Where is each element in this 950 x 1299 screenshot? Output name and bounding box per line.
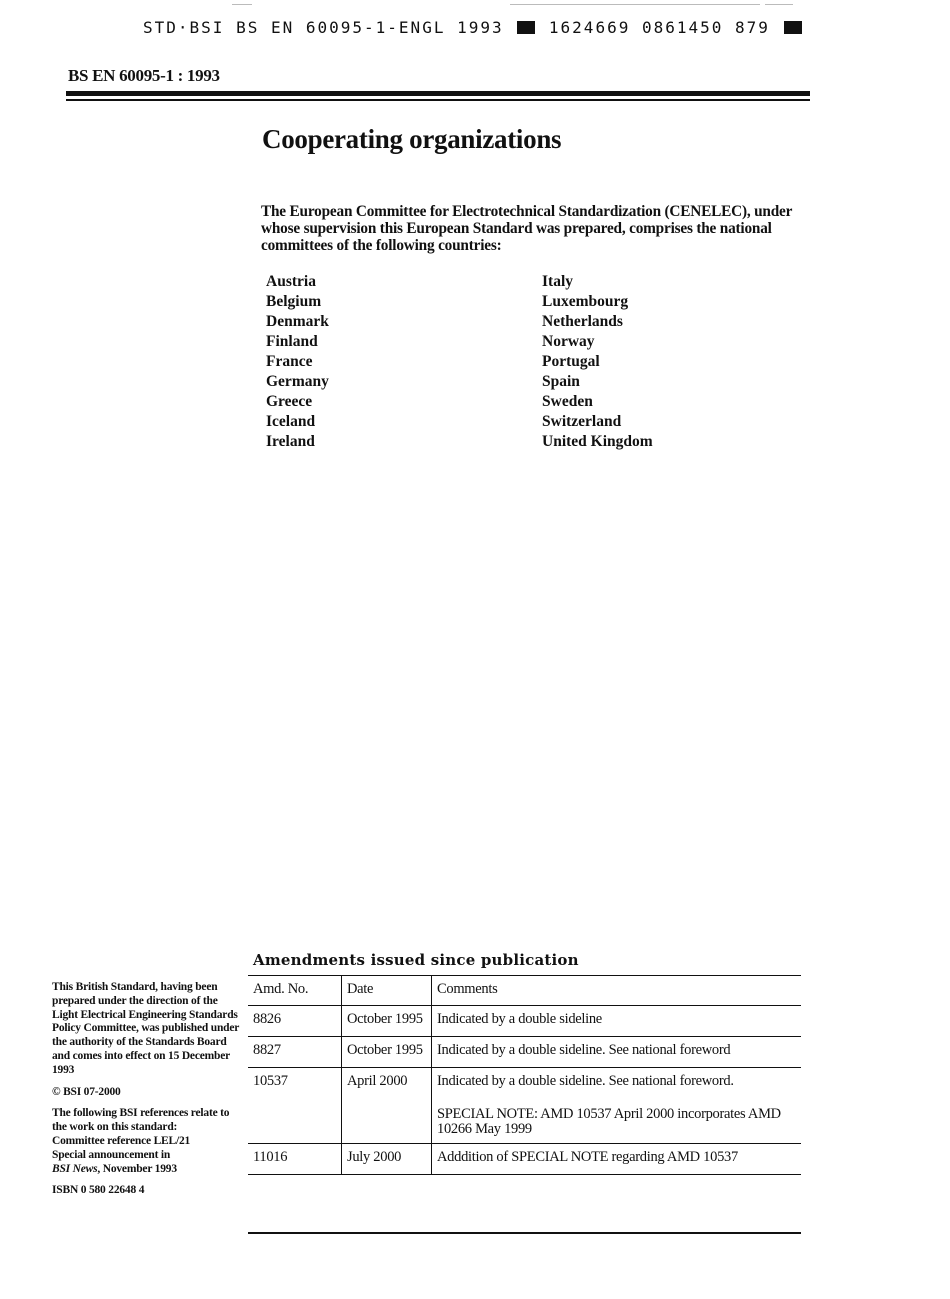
table-row bbox=[248, 1144, 801, 1175]
special-announcement: Special announcement in BSI News, November 1993 bbox=[52, 1148, 177, 1175]
country-item: Belgium bbox=[266, 293, 322, 310]
country-item: United Kingdom bbox=[542, 433, 653, 450]
country-item: Luxembourg bbox=[542, 293, 629, 310]
document-reference: BS EN 60095-1 : 1993 bbox=[68, 66, 220, 85]
redaction-block bbox=[517, 21, 535, 34]
special-note: SPECIAL NOTE: AMD 10537 April 2000 incorporates AMD 10266 May 1999 bbox=[437, 1106, 781, 1137]
country-item: Portugal bbox=[542, 353, 600, 370]
country-item: Sweden bbox=[542, 393, 593, 410]
scan-header bbox=[143, 18, 804, 37]
amendments-title: Amendments issued since publication bbox=[253, 951, 579, 969]
amd-number: 8827 bbox=[253, 1042, 281, 1058]
bsi-references-intro: The following BSI references relate to the work on this standard: bbox=[52, 1107, 230, 1134]
header-rule-thin bbox=[66, 99, 810, 101]
isbn: ISBN 0 580 22648 4 bbox=[52, 1184, 145, 1197]
country-item: Spain bbox=[542, 373, 580, 390]
amd-date: July 2000 bbox=[342, 1144, 432, 1175]
country-item: Denmark bbox=[266, 313, 329, 330]
scan-artifact-line bbox=[765, 4, 793, 5]
amd-comment: Indicated by a double sideline. See national foreword bbox=[432, 1037, 802, 1068]
amd-date: October 1995 bbox=[342, 1006, 432, 1037]
amd-number: 10537 bbox=[253, 1073, 288, 1089]
scan-artifact-line bbox=[510, 4, 760, 5]
column-header: Comments bbox=[432, 976, 802, 1006]
country-item: Greece bbox=[266, 393, 313, 410]
committee-reference: Committee reference LEL/21 bbox=[52, 1134, 191, 1147]
country-item: Ireland bbox=[266, 433, 315, 450]
country-item: Italy bbox=[542, 273, 573, 290]
amd-date: October 1995 bbox=[342, 1037, 432, 1068]
table-header-row bbox=[248, 976, 801, 1006]
footer-rule bbox=[248, 1232, 801, 1234]
country-item: Finland bbox=[266, 333, 318, 350]
column-header: Amd. No. bbox=[253, 981, 309, 997]
country-item: France bbox=[266, 353, 313, 370]
amd-number: 11016 bbox=[253, 1149, 288, 1165]
column-header: Date bbox=[342, 976, 432, 1006]
amd-date: April 2000 bbox=[342, 1068, 432, 1144]
publication-info bbox=[52, 981, 242, 1198]
table-row bbox=[248, 1006, 801, 1037]
page-title: Cooperating organizations bbox=[262, 124, 562, 154]
country-item: Austria bbox=[266, 273, 316, 290]
publication-statement: This British Standard, having been prepared under the direction of the Light Electrical Engineering Standards Policy Committee, was published under the authority of the Standards Board and comes into effect on 15 December 1993 bbox=[52, 981, 239, 1076]
intro-paragraph: The European Committee for Electrotechnical Standardization (CENELEC), under whose supervision this European Standard was prepared, comprises the national committees of the following countries: bbox=[261, 203, 792, 254]
country-list-left bbox=[266, 272, 329, 452]
country-item: Netherlands bbox=[542, 313, 623, 330]
table-row bbox=[248, 1037, 801, 1068]
country-item: Iceland bbox=[266, 413, 316, 430]
amd-number: 8826 bbox=[253, 1011, 281, 1027]
country-item: Germany bbox=[266, 373, 329, 390]
copyright-notice: © BSI 07-2000 bbox=[52, 1085, 121, 1098]
amd-comment: Indicated by a double sideline. See national foreword. bbox=[437, 1073, 734, 1089]
redaction-block bbox=[784, 21, 802, 34]
amendments-table bbox=[248, 975, 801, 1175]
amd-comment: Adddition of SPECIAL NOTE regarding AMD 10537 bbox=[432, 1144, 802, 1175]
journal-name: BSI News bbox=[52, 1162, 98, 1175]
scan-header-code: 1624669 0861450 879 bbox=[548, 18, 770, 37]
country-item: Norway bbox=[542, 333, 595, 350]
amd-comment: Indicated by a double sideline bbox=[432, 1006, 802, 1037]
header-rule-thick bbox=[66, 91, 810, 96]
country-list-right bbox=[542, 272, 653, 452]
amd-comment-cell bbox=[432, 1068, 802, 1144]
scan-header-id: STD·BSI BS EN 60095-1-ENGL 1993 bbox=[143, 18, 504, 37]
country-item: Switzerland bbox=[542, 413, 622, 430]
scan-artifact-line bbox=[232, 4, 252, 5]
table-row bbox=[248, 1068, 801, 1144]
